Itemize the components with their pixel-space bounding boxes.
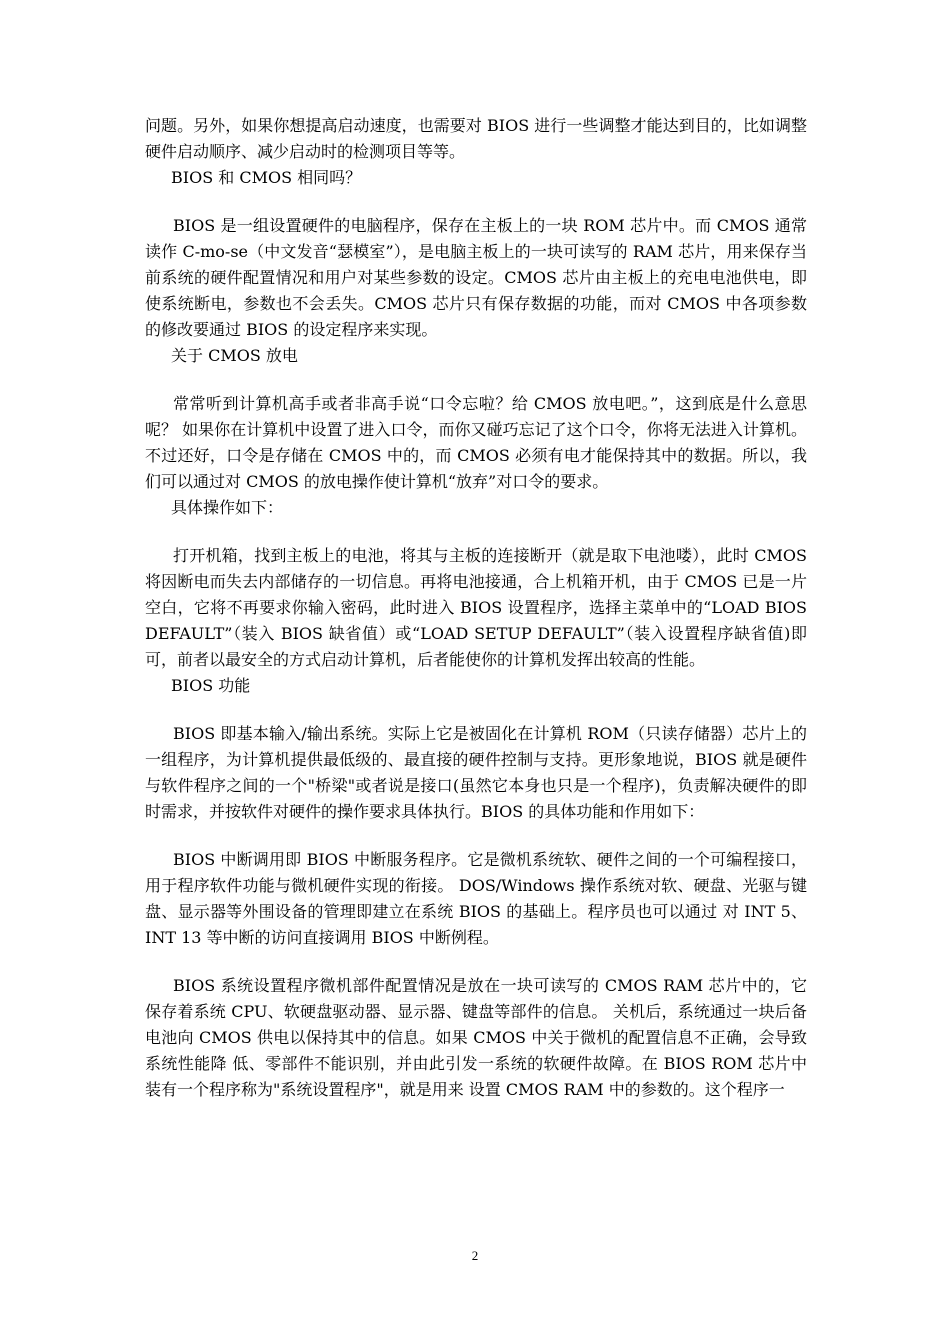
heading-cmos-discharge: 关于 CMOS 放电 (171, 346, 298, 365)
paragraph-intro-continued: 问题。另外，如果你想提高启动速度，也需要对 BIOS 进行一些调整才能达到目的，比如调整硬件启动顺序、减少启动时的检测项目等等。 (145, 116, 807, 161)
heading-bios-vs-cmos: BIOS 和 CMOS 相同吗？ (171, 168, 362, 187)
paragraph-bios-cmos: BIOS 是一组设置硬件的电脑程序，保存在主板上的一块 ROM 芯片中。而 CMOS 通常读作 C-mo-se（中文发音“瑟模室”），是电脑主板上的一块可读写的 RAM 芯片，用来保存当前系统的硬件配置情况和用户对某些参数的设定。CMOS 芯片由主板上的充电电池供电，即使系统断电，参数也不会丢失。CMOS 芯片只有保存数据的功能，而对 CMOS 中各项参数的修改要通过 BIOS 的设定程序来实现。 (145, 216, 807, 339)
paragraph-cmos-discharge: 常常听到计算机高手或者非高手说“口令忘啦？给 CMOS 放电吧。”，这到底是什么意思呢？ 如果你在计算机中设置了进入口令，而你又碰巧忘记了这个口令，你将无法进入计算机。不过还好，口令是存储在 CMOS 中的，而 CMOS 必须有电才能保持其中的数据。所以，我们可以通过对 CMOS 的放电操作使计算机“放弃”对口令的要求。 (145, 394, 807, 491)
paragraph-steps: 打开机箱，找到主板上的电池，将其与主板的连接断开（就是取下电池喽），此时 CMOS 将因断电而失去内部储存的一切信息。再将电池接通，合上机箱开机，由于 CMOS 已是一片空白，它将不再要求你输入密码，此时进入 BIOS 设置程序，选择主菜单中的“LOAD BIOS DEFAULT”（装入 BIOS 缺省值）或“LOAD SETUP DEFAULT”（装入设置程序缺省值)即可，前者以最安全的方式启动计算机，后者能使你的计算机发挥出较高的性能。 (145, 546, 807, 669)
paragraph-bios-setup: BIOS 系统设置程序微机部件配置情况是放在一块可读写的 CMOS RAM 芯片中的，它保存着系统 CPU、软硬盘驱动器、显示器、键盘等部件的信息。 关机后，系统通过一块后备电池向 CMOS 供电以保持其中的信息。如果 CMOS 中关于微机的配置信息不正确，会导致系统性能降 低、零部件不能识别，并由此引发一系统的软硬件故障。在 BIOS ROM 芯片中装有一个程序称为"系统设置程序"，就是用来 设置 CMOS RAM 中的参数的。这个程序一 (145, 976, 807, 1099)
document-body (145, 113, 807, 1103)
paragraph-bios-interrupt: BIOS 中断调用即 BIOS 中断服务程序。它是微机系统软、硬件之间的一个可编程接口，用于程序软件功能与微机硬件实现的衔接。 DOS/Windows 操作系统对软、硬盘、光驱与键盘、显示器等外围设备的管理即建立在系统 BIOS 的基础上。程序员也可以通过 对 INT 5、INT 13 等中断的访问直接调用 BIOS 中断例程。 (145, 850, 807, 947)
paragraph-bios-definition: BIOS 即基本输入/输出系统。实际上它是被固化在计算机 ROM（只读存储器）芯片上的一组程序，为计算机提供最低级的、最直接的硬件控制与支持。更形象地说，BIOS 就是硬件与软件程序之间的一个"桥梁"或者说是接口(虽然它本身也只是一个程序)，负责解决硬件的即时需求，并按软件对硬件的操作要求具体执行。BIOS 的具体功能和作用如下： (145, 724, 807, 821)
heading-bios-function: BIOS 功能 (171, 676, 251, 695)
heading-steps: 具体操作如下： (171, 498, 284, 517)
page-number: 2 (471, 1248, 479, 1263)
